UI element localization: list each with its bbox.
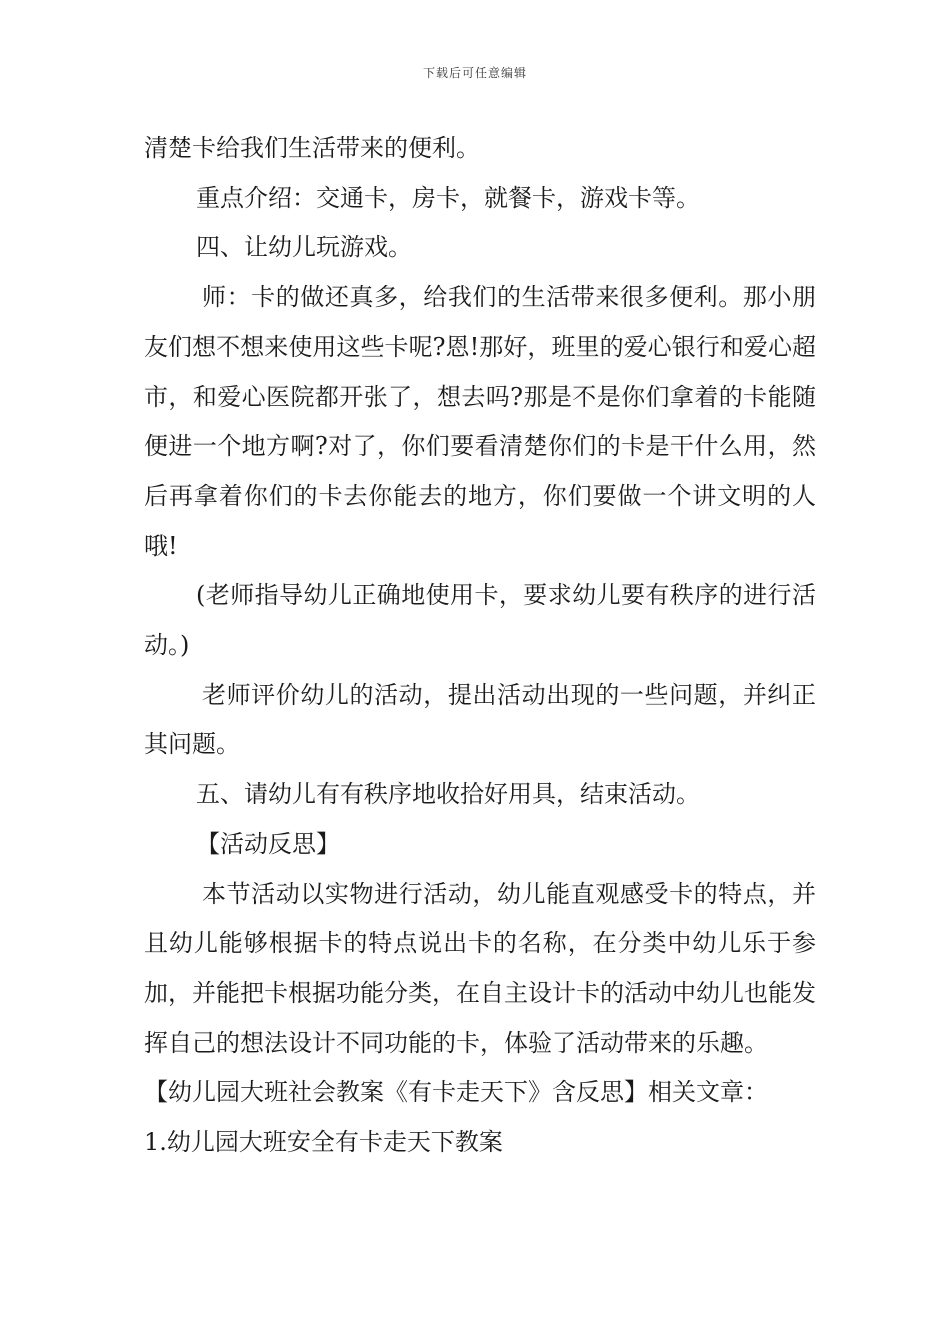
paragraph-evaluation: 老师评价幼儿的活动，提出活动出现的一些问题，并纠正其问题。	[144, 680, 816, 759]
paragraph-key-points: 重点介绍：交通卡，房卡，就餐卡，游戏卡等。	[196, 183, 700, 212]
paragraph-continuation: 清楚卡给我们生活带来的便利。	[144, 134, 480, 162]
paragraph-guidance-note: (老师指导幼儿正确地使用卡，要求幼儿要有秩序的进行活动。)	[144, 581, 816, 660]
document-body	[144, 124, 816, 1168]
page-header: 下载后可任意编辑	[422, 66, 527, 80]
paragraph-reflection: 本节活动以实物进行活动，幼儿能直观感受卡的特点，并且幼儿能够根据卡的特点说出卡的名称，在分类中幼儿乐于参加，并能把卡根据功能分类，在自主设计卡的活动中幼儿也能发挥自己的想法设计不同功能的卡，体验了活动带来的乐趣。	[144, 879, 816, 1057]
related-article-link[interactable]: 1.幼儿园大班安全有卡走天下教案	[144, 1128, 503, 1157]
section-heading-cleanup: 五、请幼儿有有秩序地收拾好用具，结束活动。	[196, 780, 700, 809]
related-articles-heading: 【幼儿园大班社会教案《有卡走天下》含反思】相关文章：	[144, 1078, 768, 1107]
section-heading-reflection: 【活动反思】	[196, 829, 340, 858]
section-heading-game: 四、让幼儿玩游戏。	[196, 233, 412, 262]
paragraph-teacher-dialogue: 师：卡的做还真多，给我们的生活带来很多便利。那小朋友们想不想来使用这些卡呢?恩!那好，班里的爱心银行和爱心超市，和爱心医院都开张了，想去吗?那是不是你们拿着的卡能随便进一个地方啊?对了，你们要看清楚你们的卡是干什么用，然后再拿着你们的卡去你能去的地方，你们要做一个讲文明的人哦!	[144, 283, 816, 560]
